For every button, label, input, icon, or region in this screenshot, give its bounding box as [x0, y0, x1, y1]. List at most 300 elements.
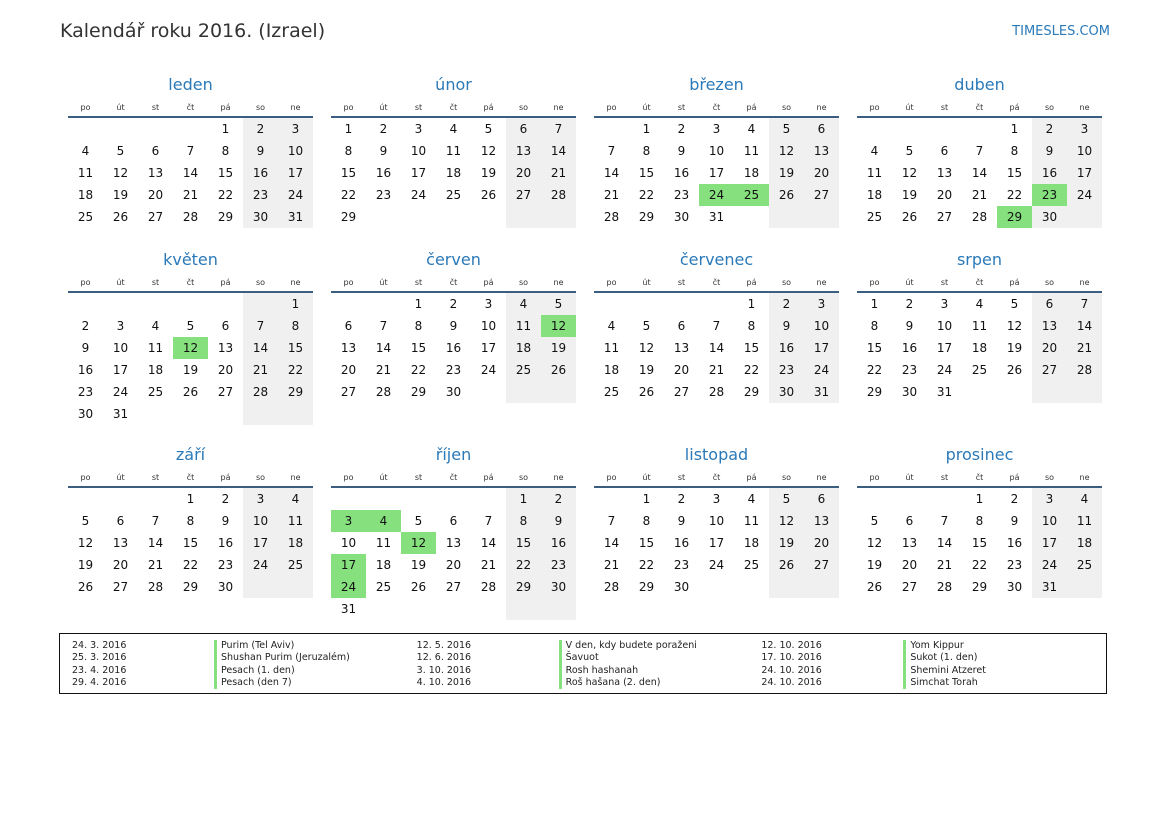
- day-cell: 10: [1067, 140, 1102, 162]
- day-cell: 21: [708, 363, 725, 377]
- day-cell: 16: [243, 162, 278, 184]
- day-cell: 25: [506, 359, 541, 381]
- day-cell: 11: [445, 144, 462, 158]
- day-cell: 15: [217, 166, 234, 180]
- empty-day-cell: [927, 488, 962, 510]
- day-cell: 13: [1032, 315, 1067, 337]
- empty-day-cell: [1067, 381, 1102, 403]
- day-cell: 10: [708, 144, 725, 158]
- day-cell: 27: [147, 210, 164, 224]
- legend-date: 29. 4. 2016: [72, 676, 127, 688]
- weekday-header: [594, 468, 839, 488]
- empty-day-cell: [699, 293, 734, 315]
- day-cell: 18: [1067, 532, 1102, 554]
- day-cell: 17: [1032, 532, 1067, 554]
- days-grid: [68, 293, 313, 425]
- day-cell: 19: [541, 337, 576, 359]
- day-cell: 27: [804, 554, 839, 576]
- day-cell: 25: [1067, 554, 1102, 576]
- weekday-label: so: [1044, 278, 1055, 287]
- day-cell: 6: [449, 514, 458, 528]
- day-cell: 17: [112, 363, 129, 377]
- weekday-label: st: [940, 103, 949, 112]
- day-cell: 15: [638, 536, 655, 550]
- month-block: [331, 72, 576, 247]
- weekday-header: [594, 98, 839, 118]
- weekday-header: [594, 273, 839, 293]
- day-cell: 2: [221, 492, 230, 506]
- day-cell: 7: [712, 319, 721, 333]
- day-cell: 26: [77, 580, 94, 594]
- day-cell: 28: [375, 385, 392, 399]
- day-cell: 9: [81, 341, 90, 355]
- day-cell: 14: [147, 536, 164, 550]
- day-cell: 30: [541, 576, 576, 598]
- empty-day-cell: [366, 206, 401, 228]
- empty-day-cell: [331, 488, 366, 510]
- empty-day-cell: [243, 293, 278, 315]
- day-cell: 19: [866, 558, 883, 572]
- day-cell: 27: [1032, 359, 1067, 381]
- day-cell: 27: [445, 580, 462, 594]
- legend-row: [417, 640, 762, 652]
- day-cell: 23: [445, 363, 462, 377]
- weekday-label: út: [379, 103, 388, 112]
- holiday-day-cell: 12: [401, 532, 436, 554]
- day-cell: 8: [1010, 144, 1019, 158]
- day-cell: 29: [743, 385, 760, 399]
- day-cell: 21: [541, 162, 576, 184]
- weekday-label: čt: [712, 103, 721, 112]
- day-cell: 24: [804, 359, 839, 381]
- day-cell: 5: [414, 514, 423, 528]
- day-cell: 8: [642, 514, 651, 528]
- day-cell: 7: [541, 118, 576, 140]
- empty-day-cell: [208, 293, 243, 315]
- holiday-day-cell: 24: [331, 576, 366, 598]
- day-cell: 9: [769, 315, 804, 337]
- weekday-label: ne: [553, 103, 564, 112]
- day-cell: 30: [1006, 580, 1023, 594]
- legend-holiday-name: Šavuot: [559, 652, 599, 664]
- empty-day-cell: [208, 403, 243, 425]
- day-cell: 16: [445, 341, 462, 355]
- day-cell: 21: [1067, 337, 1102, 359]
- weekday-label: pá: [1009, 473, 1020, 482]
- empty-day-cell: [962, 118, 997, 140]
- empty-day-cell: [506, 381, 541, 403]
- day-cell: 3: [804, 293, 839, 315]
- weekday-label: út: [116, 103, 125, 112]
- holiday-day-cell: 4: [366, 510, 401, 532]
- empty-day-cell: [541, 206, 576, 228]
- legend-row: [761, 665, 1106, 677]
- month-block: [331, 442, 576, 642]
- day-cell: 23: [673, 558, 690, 572]
- day-cell: 13: [445, 536, 462, 550]
- day-cell: 10: [804, 315, 839, 337]
- day-cell: 1: [414, 297, 423, 311]
- weekday-label: po: [606, 473, 617, 482]
- day-cell: 6: [804, 488, 839, 510]
- days-grid: [331, 488, 576, 620]
- day-cell: 31: [278, 206, 313, 228]
- weekday-header: [68, 468, 313, 488]
- empty-day-cell: [962, 381, 997, 403]
- empty-day-cell: [594, 118, 629, 140]
- day-cell: 30: [769, 381, 804, 403]
- weekday-label: čt: [975, 103, 984, 112]
- day-cell: 9: [1010, 514, 1019, 528]
- weekday-label: po: [80, 278, 91, 287]
- legend-row: [72, 677, 417, 689]
- day-cell: 4: [607, 319, 616, 333]
- weekday-label: so: [518, 278, 529, 287]
- day-cell: 28: [480, 580, 497, 594]
- empty-day-cell: [138, 403, 173, 425]
- legend-column: [417, 640, 762, 693]
- weekday-label: so: [1044, 473, 1055, 482]
- day-cell: 11: [278, 510, 313, 532]
- day-cell: 5: [541, 293, 576, 315]
- day-cell: 5: [116, 144, 125, 158]
- day-cell: 14: [480, 536, 497, 550]
- day-cell: 3: [278, 118, 313, 140]
- day-cell: 1: [506, 488, 541, 510]
- holiday-day-cell: 25: [734, 184, 769, 206]
- day-cell: 25: [866, 210, 883, 224]
- weekday-label: st: [414, 473, 423, 482]
- day-cell: 26: [638, 385, 655, 399]
- weekday-header: [331, 468, 576, 488]
- day-cell: 11: [743, 144, 760, 158]
- month-block: [594, 442, 839, 642]
- day-cell: 4: [1067, 488, 1102, 510]
- day-cell: 2: [677, 492, 686, 506]
- day-cell: 12: [1006, 319, 1023, 333]
- empty-day-cell: [857, 118, 892, 140]
- empty-day-cell: [173, 403, 208, 425]
- legend-date: 12. 6. 2016: [416, 652, 472, 664]
- month-name: duben: [954, 75, 1005, 94]
- day-cell: 11: [77, 166, 94, 180]
- legend-date: 17. 10. 2016: [761, 652, 822, 664]
- weekday-label: út: [642, 103, 651, 112]
- day-cell: 2: [379, 122, 388, 136]
- day-cell: 24: [1067, 184, 1102, 206]
- day-cell: 9: [677, 144, 686, 158]
- day-cell: 29: [971, 580, 988, 594]
- month-block: [68, 442, 313, 642]
- day-cell: 5: [484, 122, 493, 136]
- day-cell: 27: [217, 385, 234, 399]
- weekday-header: [331, 273, 576, 293]
- day-cell: 25: [603, 385, 620, 399]
- day-cell: 12: [769, 140, 804, 162]
- weekday-label: čt: [712, 278, 721, 287]
- day-cell: 10: [340, 536, 357, 550]
- day-cell: 12: [866, 536, 883, 550]
- legend-holiday-name: Pesach (den 7): [214, 677, 292, 689]
- day-cell: 12: [77, 536, 94, 550]
- day-cell: 22: [971, 558, 988, 572]
- day-cell: 25: [77, 210, 94, 224]
- days-grid: [594, 118, 839, 228]
- weekday-label: čt: [186, 473, 195, 482]
- day-cell: 4: [870, 144, 879, 158]
- day-cell: 14: [182, 166, 199, 180]
- day-cell: 7: [607, 514, 616, 528]
- day-cell: 26: [410, 580, 427, 594]
- day-cell: 13: [112, 536, 129, 550]
- weekday-label: st: [677, 278, 686, 287]
- month-block: [857, 72, 1102, 247]
- day-cell: 3: [1067, 118, 1102, 140]
- legend-row: [761, 652, 1106, 664]
- day-cell: 3: [116, 319, 125, 333]
- weekday-label: čt: [712, 473, 721, 482]
- day-cell: 23: [77, 385, 94, 399]
- day-cell: 19: [769, 532, 804, 554]
- day-cell: 10: [480, 319, 497, 333]
- day-cell: 16: [1032, 162, 1067, 184]
- legend-holiday-name: Rosh hashanah: [559, 665, 638, 677]
- weekday-header: [68, 273, 313, 293]
- month-block: [857, 247, 1102, 442]
- month-block: [594, 247, 839, 442]
- weekday-label: po: [343, 103, 354, 112]
- legend-column: [72, 640, 417, 693]
- day-cell: 23: [673, 188, 690, 202]
- day-cell: 30: [673, 210, 690, 224]
- day-cell: 2: [541, 488, 576, 510]
- day-cell: 4: [151, 319, 160, 333]
- empty-day-cell: [138, 293, 173, 315]
- day-cell: 30: [1032, 206, 1067, 228]
- day-cell: 26: [866, 580, 883, 594]
- weekday-label: ne: [816, 473, 827, 482]
- day-cell: 20: [217, 363, 234, 377]
- day-cell: 24: [410, 188, 427, 202]
- weekday-label: ne: [290, 278, 301, 287]
- day-cell: 28: [1067, 359, 1102, 381]
- legend-holiday-name: Purim (Tel Aviv): [214, 640, 294, 652]
- day-cell: 24: [112, 385, 129, 399]
- empty-day-cell: [541, 381, 576, 403]
- day-cell: 14: [971, 166, 988, 180]
- day-cell: 17: [936, 341, 953, 355]
- day-cell: 26: [1006, 363, 1023, 377]
- month-name: březen: [689, 75, 744, 94]
- day-cell: 1: [642, 492, 651, 506]
- day-cell: 21: [603, 188, 620, 202]
- day-cell: 17: [708, 166, 725, 180]
- day-cell: 11: [1067, 510, 1102, 532]
- weekday-label: čt: [449, 473, 458, 482]
- day-cell: 2: [677, 122, 686, 136]
- empty-day-cell: [471, 381, 506, 403]
- day-cell: 13: [804, 140, 839, 162]
- empty-day-cell: [366, 488, 401, 510]
- day-cell: 23: [243, 184, 278, 206]
- day-cell: 17: [480, 341, 497, 355]
- days-grid: [857, 118, 1102, 228]
- weekday-label: so: [255, 278, 266, 287]
- legend-row: [72, 640, 417, 652]
- day-cell: 6: [1032, 293, 1067, 315]
- weekday-label: čt: [186, 278, 195, 287]
- day-cell: 12: [638, 341, 655, 355]
- empty-day-cell: [734, 576, 769, 598]
- day-cell: 19: [410, 558, 427, 572]
- day-cell: 18: [506, 337, 541, 359]
- day-cell: 29: [638, 580, 655, 594]
- holiday-day-cell: 23: [1032, 184, 1067, 206]
- day-cell: 8: [414, 319, 423, 333]
- weekday-label: so: [781, 278, 792, 287]
- day-cell: 15: [278, 337, 313, 359]
- weekday-label: čt: [975, 278, 984, 287]
- weekday-label: út: [905, 473, 914, 482]
- day-cell: 20: [112, 558, 129, 572]
- day-cell: 5: [186, 319, 195, 333]
- weekday-label: st: [940, 278, 949, 287]
- weekday-label: pá: [483, 278, 494, 287]
- holiday-day-cell: 12: [541, 315, 576, 337]
- empty-day-cell: [243, 403, 278, 425]
- legend-row: [761, 677, 1106, 689]
- day-cell: 1: [975, 492, 984, 506]
- day-cell: 21: [971, 188, 988, 202]
- day-cell: 13: [936, 166, 953, 180]
- day-cell: 24: [480, 363, 497, 377]
- day-cell: 25: [743, 558, 760, 572]
- empty-day-cell: [541, 598, 576, 620]
- day-cell: 20: [1032, 337, 1067, 359]
- day-cell: 11: [743, 514, 760, 528]
- day-cell: 15: [638, 166, 655, 180]
- weekday-label: ne: [1079, 278, 1090, 287]
- weekday-label: po: [869, 103, 880, 112]
- day-cell: 30: [445, 385, 462, 399]
- day-cell: 24: [278, 184, 313, 206]
- day-cell: 26: [901, 210, 918, 224]
- legend-date: 12. 5. 2016: [416, 640, 472, 651]
- legend-date: 4. 10. 2016: [416, 676, 472, 688]
- day-cell: 21: [936, 558, 953, 572]
- day-cell: 23: [375, 188, 392, 202]
- day-cell: 3: [414, 122, 423, 136]
- weekday-header: [857, 273, 1102, 293]
- day-cell: 27: [112, 580, 129, 594]
- day-cell: 25: [278, 554, 313, 576]
- day-cell: 8: [344, 144, 353, 158]
- weekday-label: st: [151, 473, 160, 482]
- legend-holiday-name: Yom Kippur: [903, 640, 963, 652]
- day-cell: 15: [410, 341, 427, 355]
- day-cell: 14: [603, 166, 620, 180]
- day-cell: 24: [936, 363, 953, 377]
- holiday-day-cell: 12: [173, 337, 208, 359]
- weekday-label: po: [80, 103, 91, 112]
- day-cell: 22: [182, 558, 199, 572]
- empty-day-cell: [103, 488, 138, 510]
- month-name: říjen: [435, 445, 472, 464]
- days-grid: [857, 488, 1102, 598]
- empty-day-cell: [401, 598, 436, 620]
- empty-day-cell: [68, 118, 103, 140]
- day-cell: 23: [769, 359, 804, 381]
- month-block: [68, 247, 313, 442]
- day-cell: 6: [116, 514, 125, 528]
- day-cell: 12: [901, 166, 918, 180]
- day-cell: 13: [804, 510, 839, 532]
- day-cell: 1: [186, 492, 195, 506]
- day-cell: 19: [638, 363, 655, 377]
- empty-day-cell: [436, 488, 471, 510]
- day-cell: 15: [1006, 166, 1023, 180]
- day-cell: 16: [375, 166, 392, 180]
- weekday-label: so: [1044, 103, 1055, 112]
- day-cell: 26: [480, 188, 497, 202]
- weekday-label: ne: [553, 473, 564, 482]
- empty-day-cell: [892, 488, 927, 510]
- legend-holiday-name: Shemini Atzeret: [903, 665, 986, 677]
- weekday-label: so: [518, 103, 529, 112]
- day-cell: 19: [112, 188, 129, 202]
- weekday-label: pá: [220, 473, 231, 482]
- brand-link[interactable]: TIMESLES.COM: [1012, 24, 1110, 39]
- weekday-label: pá: [1009, 278, 1020, 287]
- day-cell: 14: [708, 341, 725, 355]
- day-cell: 20: [506, 162, 541, 184]
- day-cell: 15: [182, 536, 199, 550]
- day-cell: 9: [1032, 140, 1067, 162]
- month-block: [857, 442, 1102, 642]
- day-cell: 7: [975, 144, 984, 158]
- empty-day-cell: [173, 293, 208, 315]
- empty-day-cell: [1067, 576, 1102, 598]
- day-cell: 13: [217, 341, 234, 355]
- day-cell: 9: [221, 514, 230, 528]
- day-cell: 11: [506, 315, 541, 337]
- day-cell: 28: [971, 210, 988, 224]
- weekday-label: pá: [1009, 103, 1020, 112]
- day-cell: 5: [81, 514, 90, 528]
- day-cell: 18: [743, 536, 760, 550]
- day-cell: 2: [81, 319, 90, 333]
- weekday-label: út: [116, 278, 125, 287]
- day-cell: 7: [1067, 293, 1102, 315]
- empty-day-cell: [804, 206, 839, 228]
- day-cell: 5: [642, 319, 651, 333]
- day-cell: 20: [804, 532, 839, 554]
- day-cell: 8: [642, 144, 651, 158]
- day-cell: 27: [901, 580, 918, 594]
- day-cell: 28: [603, 580, 620, 594]
- day-cell: 4: [747, 492, 756, 506]
- weekday-label: po: [343, 278, 354, 287]
- day-cell: 16: [673, 166, 690, 180]
- day-cell: 8: [747, 319, 756, 333]
- day-cell: 2: [449, 297, 458, 311]
- day-cell: 3: [484, 297, 493, 311]
- weekday-label: po: [80, 473, 91, 482]
- days-grid: [594, 488, 839, 598]
- weekday-header: [68, 98, 313, 118]
- day-cell: 1: [642, 122, 651, 136]
- day-cell: 23: [217, 558, 234, 572]
